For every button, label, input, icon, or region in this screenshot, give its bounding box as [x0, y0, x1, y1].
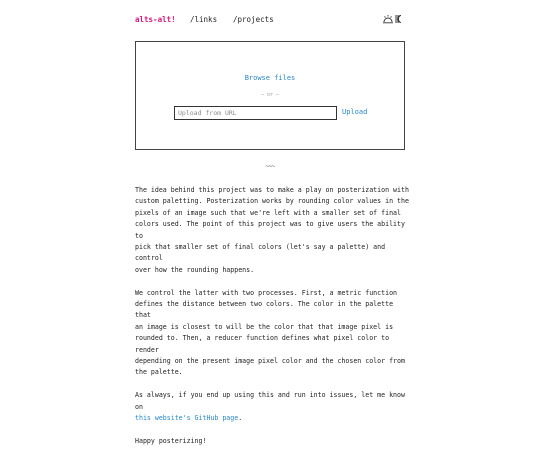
site-header: [135, 15, 405, 27]
sun-moon-toggle-icon[interactable]: [383, 14, 405, 24]
browse-files-link[interactable]: Browse files: [244, 74, 296, 82]
nav-link-links[interactable]: /links: [190, 15, 218, 24]
paragraph-signoff: Happy posterizing!: [135, 436, 207, 445]
project-description: [135, 185, 410, 459]
github-page-link[interactable]: this website's GitHub page: [135, 414, 239, 423]
issues-text: As always, if you end up using this and run into issues, let me know on: [135, 391, 405, 411]
paragraph-intro: The idea behind this project was to make a play on posterization with custom paletting. Posterization works by rounding color values in the pixels of an image such that we're left with a smaller set of final colors used. The point of this project was to give users the ability to pick that smaller set of final colors (let's say a palette) and control over how the rounding happens.: [135, 186, 409, 274]
url-input[interactable]: [174, 106, 337, 120]
issues-end: .: [238, 414, 243, 423]
nav-link-projects[interactable]: /projects: [233, 15, 274, 24]
upload-button[interactable]: Upload: [342, 108, 368, 116]
section-divider: ~~~: [265, 163, 275, 170]
or-separator: — or —: [260, 92, 280, 98]
upload-dropzone[interactable]: [135, 41, 405, 150]
paragraph-processes: We control the latter with two processes. First, a metric function defines the distance between two colors. The color in the palette that an image is closest to will be the color that that image pixel is rounded to. Then, a reducer function defines what pixel color to render depending on the present image pixel color and the chosen color from the palette.: [135, 288, 405, 377]
paragraph-issues: [135, 390, 410, 424]
brand-link[interactable]: alts-alt!: [135, 15, 176, 24]
